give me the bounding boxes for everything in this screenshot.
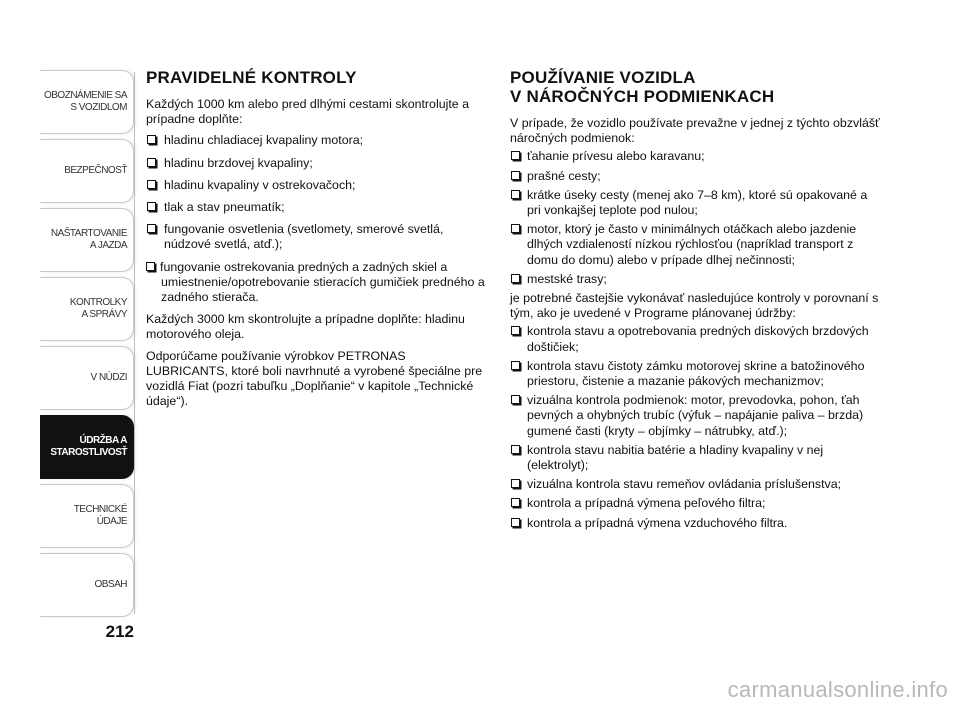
- page-number: 212: [105, 622, 134, 641]
- list-item: fungovanie osvetlenia (svetlomety, smerové svetlá, núdzové svetlá, atď.);: [146, 222, 486, 252]
- tab-nastartovanie[interactable]: NAŠTARTOVANIE A JAZDA: [40, 208, 134, 272]
- watermark: carmanualsonline.info: [727, 677, 948, 702]
- list-item: kontrola stavu nabitia batérie a hladiny kvapaliny v nej (elektrolyt);: [510, 443, 882, 473]
- oil-check-paragraph: Každých 3000 km skontrolujte a prípadne doplňte: hladinu motorového oleja.: [146, 312, 465, 342]
- list-item: ťahanie prívesu alebo karavanu;: [510, 149, 882, 164]
- list-item: prašné cesty;: [510, 169, 882, 184]
- petronas-paragraph: Odporúčame používanie výrobkov PETRONAS LUBRICANTS, ktoré boli navrhnuté a vyrobené špeciálne pre vozidlá Fiat (pozri tabuľku „Doplňanie“ v kapitole „Technické údaje“).: [146, 348, 483, 409]
- tab-oboznamenie[interactable]: OBOZNÁMENIE SA S VOZIDLOM: [40, 70, 134, 134]
- list-item: vizuálna kontrola podmienok: motor, prevodovka, pohon, ťah pevných a ohybných trubíc (výfuk – napájanie paliva – brzda) gumené časti (kryty – objímky – nátrubky, atď.);: [510, 393, 882, 439]
- heading-line-2: V NÁROČNÝCH PODMIENKACH: [510, 87, 775, 106]
- checkbox-bullet-icon: [146, 260, 160, 274]
- right-mid-paragraph: je potrebné častejšie vykonávať nasledujúce kontroly v porovnaní s tým, ako je uvedené v Programe plánovanej údržby:: [510, 291, 879, 321]
- tab-obsah[interactable]: OBSAH: [40, 553, 134, 617]
- list-item: hladinu kvapaliny v ostrekovačoch;: [146, 178, 486, 193]
- tab-kontrolky[interactable]: KONTROLKY A SPRÁVY: [40, 277, 134, 341]
- list-item: hladinu chladiacej kvapaliny motora;: [146, 133, 486, 148]
- list-item: kontrola stavu čistoty zámku motorovej skrine a batožinového priestoru, čistenie a mazanie pákových mechanizmov;: [510, 359, 882, 389]
- heading-regular-checks: PRAVIDELNÉ KONTROLY: [146, 68, 357, 87]
- severe-conditions-list: [510, 149, 882, 287]
- tab-v-nudzi[interactable]: V NÚDZI: [40, 346, 134, 410]
- heading-line-1: POUŽÍVANIE VOZIDLA: [510, 68, 696, 87]
- wiper-check-text: fungovanie ostrekovania predných a zadných skiel a umiestnenie/opotrebovanie stieracích gumičiek predného a zadného stierača.: [160, 259, 485, 305]
- left-intro: Každých 1000 km alebo pred dlhými cestami skontrolujte a prípadne doplňte:: [146, 97, 470, 127]
- list-item: krátke úseky cesty (menej ako 7–8 km), ktoré sú opakované a pri vonkajšej teplote pod nulou;: [510, 188, 882, 218]
- list-item: mestské trasy;: [510, 272, 882, 287]
- tab-udrzba-active[interactable]: ÚDRŽBA A STAROSTLIVOSŤ: [40, 415, 134, 479]
- list-item: tlak a stav pneumatík;: [146, 200, 486, 215]
- extra-checks-list: [510, 324, 882, 530]
- list-item: kontrola stavu a opotrebovania predných diskových brzdových doštičiek;: [510, 324, 882, 354]
- list-item: kontrola a prípadná výmena vzduchového filtra.: [510, 516, 882, 531]
- heading-severe-conditions: [510, 68, 882, 106]
- wiper-check-item: [146, 260, 486, 306]
- right-column: [510, 68, 882, 535]
- tab-technicke-udaje[interactable]: TECHNICKÉ ÚDAJE: [40, 484, 134, 548]
- left-column: [146, 68, 486, 415]
- list-item: hladinu brzdovej kvapaliny;: [146, 156, 486, 171]
- right-intro: V prípade, že vozidlo používate prevažne v jednej z týchto obzvlášť náročných podmienok:: [510, 116, 880, 146]
- list-item: motor, ktorý je často v minimálnych otáčkach alebo jazdenie dlhých vzdialeností nízkou rýchlosťou (napríklad transport z domu do domu) alebo v prípade dlhej nečinnosti;: [510, 222, 882, 268]
- regular-checks-list: [146, 133, 486, 252]
- sidebar-divider: [134, 72, 135, 614]
- tab-bezpecnost[interactable]: BEZPEČNOSŤ: [40, 139, 134, 203]
- list-item: kontrola a prípadná výmena peľového filtra;: [510, 496, 882, 511]
- list-item: vizuálna kontrola stavu remeňov ovládania príslušenstva;: [510, 477, 882, 492]
